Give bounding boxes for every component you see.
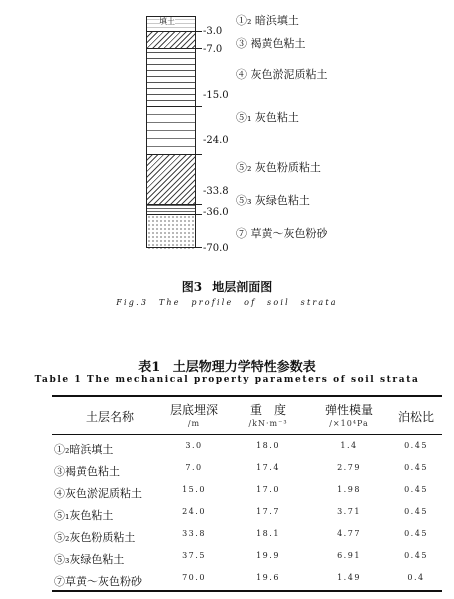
cell-modulus: 6.91	[337, 551, 361, 560]
table-row	[52, 569, 442, 591]
column-top-label: 填土	[159, 17, 175, 26]
cell-modulus: 3.71	[337, 507, 361, 516]
depth-label: -15.0	[203, 90, 229, 101]
soil-column	[146, 16, 196, 248]
depth-tick	[196, 204, 202, 205]
cell-modulus: 1.98	[337, 485, 361, 494]
table-row	[52, 503, 442, 525]
table-title-en: Table 1 The mechanical property parameters of soil strata	[34, 375, 420, 385]
cell-depth: 15.0	[182, 485, 206, 494]
header-name: 土层名称	[86, 410, 135, 424]
cell-name: ④灰色淤泥质粘土	[54, 487, 142, 500]
layer-label: ④ 灰色淤泥质粘土	[236, 68, 328, 81]
figure-caption-en: Fig.3 The profile of soil strata	[116, 298, 338, 307]
table-mid-rule	[52, 434, 442, 435]
layer-label: ⑤₂ 灰色粉质粘土	[236, 161, 321, 174]
depth-tick	[196, 106, 202, 107]
layer-label: ⑤₁ 灰色粘土	[236, 111, 299, 124]
table-row	[52, 481, 442, 503]
cell-modulus: 1.4	[340, 441, 358, 450]
header-weight-unit: /kN·m⁻³	[248, 419, 288, 428]
cell-poisson: 0.45	[404, 485, 428, 494]
layer-fill	[147, 17, 195, 32]
depth-tick	[196, 154, 202, 155]
table-top-rule	[52, 395, 442, 397]
cell-weight: 17.0	[256, 485, 280, 494]
cell-poisson: 0.45	[404, 441, 428, 450]
cell-weight: 17.4	[256, 463, 280, 472]
table-row	[52, 437, 442, 459]
depth-tick	[196, 31, 202, 32]
header-modulus: 弹性模量	[324, 403, 373, 417]
depth-label: -24.0	[203, 135, 229, 146]
cell-poisson: 0.45	[404, 463, 428, 472]
cell-weight: 19.9	[256, 551, 280, 560]
layer-gray-clay	[147, 107, 195, 155]
cell-weight: 18.0	[256, 441, 280, 450]
cell-depth: 24.0	[182, 507, 206, 516]
layer-silty-sand	[147, 215, 195, 249]
cell-weight: 18.1	[256, 529, 280, 538]
cell-modulus: 4.77	[337, 529, 361, 538]
layer-brown-yellow-clay	[147, 32, 195, 49]
cell-name: ①₂暗浜填土	[54, 443, 114, 456]
cell-poisson: 0.45	[404, 551, 428, 560]
layer-label: ⑦ 草黄～灰色粉砂	[236, 227, 328, 240]
header-modulus-unit: /×10⁴Pa	[329, 419, 369, 428]
depth-tick	[196, 247, 202, 248]
table-row	[52, 459, 442, 481]
cell-name: ⑤₂灰色粉质粘土	[54, 531, 136, 544]
layer-gray-mucky-clay	[147, 49, 195, 107]
header-depth: 层底埋深	[169, 403, 218, 417]
depth-label: -3.0	[203, 26, 223, 37]
layer-label: ③ 褐黄色粘土	[236, 37, 306, 50]
cell-depth: 33.8	[182, 529, 206, 538]
cell-name: ⑦草黄～灰色粉砂	[54, 575, 142, 588]
cell-name: ③褐黄色粘土	[54, 465, 120, 478]
layer-gray-green-clay	[147, 205, 195, 215]
header-poisson: 泊松比	[397, 410, 434, 424]
cell-poisson: 0.45	[404, 507, 428, 516]
cell-depth: 7.0	[185, 463, 203, 472]
table-row	[52, 547, 442, 569]
figure-caption-cn: 图3 地层剖面图	[181, 280, 273, 294]
header-depth-unit: /m	[187, 419, 201, 428]
layer-gray-silty-clay	[147, 155, 195, 205]
cell-depth: 3.0	[185, 441, 203, 450]
header-weight: 重 度	[249, 403, 286, 417]
cell-name: ⑤₁灰色粘土	[54, 509, 114, 522]
cell-modulus: 2.79	[337, 463, 361, 472]
cell-weight: 17.7	[256, 507, 280, 516]
depth-label: -70.0	[203, 243, 229, 254]
cell-depth: 70.0	[182, 573, 206, 582]
layer-label: ⑤₃ 灰绿色粘土	[236, 194, 310, 207]
cell-weight: 19.6	[256, 573, 280, 582]
depth-tick	[196, 48, 202, 49]
table-row	[52, 525, 442, 547]
depth-label: -33.8	[203, 186, 229, 197]
cell-name: ⑤₃灰绿色粘土	[54, 553, 125, 566]
table-bottom-rule	[52, 590, 442, 592]
depth-label: -7.0	[203, 44, 223, 55]
table-title-cn: 表1 土层物理力学特性参数表	[138, 360, 316, 375]
depth-label: -36.0	[203, 207, 229, 218]
cell-poisson: 0.4	[407, 573, 425, 582]
cell-modulus: 1.49	[337, 573, 361, 582]
cell-poisson: 0.45	[404, 529, 428, 538]
cell-depth: 37.5	[182, 551, 206, 560]
depth-tick	[196, 214, 202, 215]
layer-label: ①₂ 暗浜填土	[236, 14, 299, 27]
